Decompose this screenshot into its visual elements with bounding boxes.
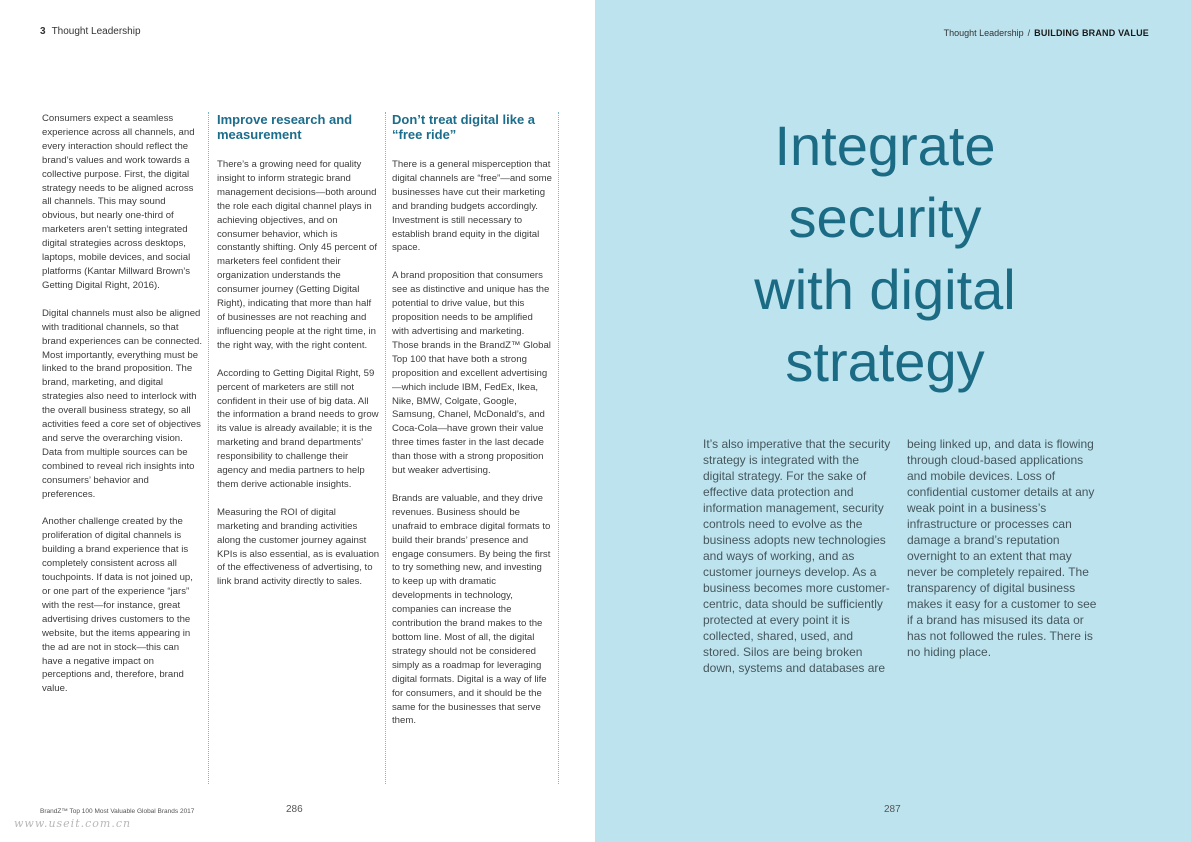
right-body-column-2: [907, 436, 1097, 660]
headline-line-3: with digital: [754, 258, 1016, 321]
headline-line-4: strategy: [785, 330, 985, 393]
right-body-column-1: [703, 436, 893, 676]
right-header-section: BUILDING BRAND VALUE: [1034, 28, 1149, 38]
col2-paragraph-3: Measuring the ROI of digital marketing and branding activities along the customer journey against KPIs is also essential, as is evaluation of the effectiveness of advertising, to link brand activity directly to sales.: [217, 506, 380, 588]
right-page-number: 287: [884, 804, 901, 815]
col1-paragraph-1: Consumers expect a seamless experience across all channels, and every interaction should reflect the brand’s values and work towards a collective purpose. First, the digital strategy needs to be aligned across all channels. This may sound obvious, but nearly one-third of marketers aren’t setting integrated digital strategies across desktops, laptops, mobile devices, and social platforms (Kantar Millward Brown’s Getting Digital Right, 2016).: [42, 113, 195, 291]
body-column-2: [217, 112, 380, 603]
right-col2-text: being linked up, and data is flowing through cloud-based applications and mobile devices. Loss of confidential customer details at any weak point in a business’s infrastructure or processes can damage a brand’s reputation overnight to an extent that may never be completely repaired. The transparency of digital business makes it easy for a customer to see if a brand has misused its data or has not followed the rules. There is no hiding place.: [907, 437, 1097, 659]
column-divider: [558, 112, 559, 784]
footer-source: BrandZ™ Top 100 Most Valuable Global Brands 2017: [40, 808, 195, 815]
left-page-number: 286: [286, 804, 303, 815]
col3-paragraph-2: A brand proposition that consumers see as distinctive and unique has the potential to drive value, but this proposition needs to be amplified with advertising and marketing. Those brands in the BrandZ™ Global Top 100 that have both a strong proposition and excellent advertising—which include IBM, FedEx, Ikea, Nike, BMW, Colgate, Google, Samsung, Chanel, McDonald’s, and Coca-Cola—have grown their value three times faster in the last decade than those with a strong proposition but weaker advertising.: [392, 270, 551, 477]
body-column-1: [42, 112, 202, 710]
col1-paragraph-3: Another challenge created by the proliferation of digital channels is building a brand experience that is completely consistent across all touchpoints. If data is not joined up, or one part of the experience “jars” with the rest—for instance, great advertising drives customers to the website, but the items appearing in the ad are not in stock—this can have a negative impact on perceptions and, therefore, brand value.: [42, 516, 193, 695]
header-separator: /: [1027, 28, 1031, 38]
col3-heading: Don’t treat digital like a “free ride”: [392, 112, 536, 142]
left-page: [0, 0, 595, 842]
col2-paragraph-2: According to Getting Digital Right, 59 percent of marketers are still not confident in their use of big data. All the information a brand needs to grow its value is already available; it is the marketing and brand departments’ responsibility to challenge their agency and media partners to help them derive actionable insights.: [217, 367, 379, 490]
watermark: www.useit.com.cn: [14, 817, 132, 830]
col2-heading: Improve research and measurement: [217, 112, 353, 142]
page-headline: [715, 110, 1055, 398]
left-header-title: Thought Leadership: [51, 26, 141, 37]
right-header-title: Thought Leadership: [943, 28, 1024, 38]
col1-paragraph-2: Digital channels must also be aligned with traditional channels, so that brand experiences can be connected. Most importantly, everything must be linked to the brand proposition. The brand, marketing, and digital strategies also need to interlock with the overall business strategy, so all activities feed a core set of objectives and serve the overarching vision. Data from multiple sources can be combined to reveal rich insights into consumers’ behavior and preferences.: [42, 307, 203, 500]
column-divider: [385, 112, 386, 784]
col3-paragraph-3: Brands are valuable, and they drive revenues. Business should be unafraid to embrace digital formats to build their brands’ presence and engage consumers. By being the first to try something new, and investing to keep up with dramatic developments in technology, companies can increase the contribution the brand makes to the bottom line. Most of all, the digital strategy should not be considered simply as a roadmap for leveraging digital formats. Digital is a way of life for consumers, and it should be the same for the businesses that serve them.: [392, 492, 551, 727]
right-col1-text: It’s also imperative that the security strategy is integrated with the digital strategy. For the sake of effective data protection and information management, security controls need to evolve as the business adopts new technologies and ways of working, and as customer journeys develop. As a business becomes more customer-centric, data should be sufficiently protected at every point it is collected, shared, used, and stored. Silos are being broken down, systems and databases are: [703, 437, 891, 675]
left-running-header: [40, 26, 141, 37]
body-column-3: [392, 112, 552, 742]
section-number: 3: [40, 26, 46, 37]
headline-line-1: Integrate: [774, 114, 996, 177]
col2-paragraph-1: There’s a growing need for quality insight to inform strategic brand management decisions—both around the role each digital channel plays in achieving objectives, and on consumer behavior, which is constantly shifting. Only 45 percent of marketers feel confident their organization understands the consumer journey (Getting Digital Right), indicating that more than half of businesses are not reaching and influencing people at the right time, in the right way, with the right content.: [217, 159, 377, 351]
headline-line-2: security: [788, 186, 982, 249]
col3-paragraph-1: There is a general misperception that digital channels are “free”—and some businesses have cut their marketing and branding budgets accordingly. Investment is still necessary to establish brand equity in the digital space.: [392, 159, 552, 254]
right-running-header: [944, 28, 1149, 38]
column-divider: [208, 112, 209, 784]
